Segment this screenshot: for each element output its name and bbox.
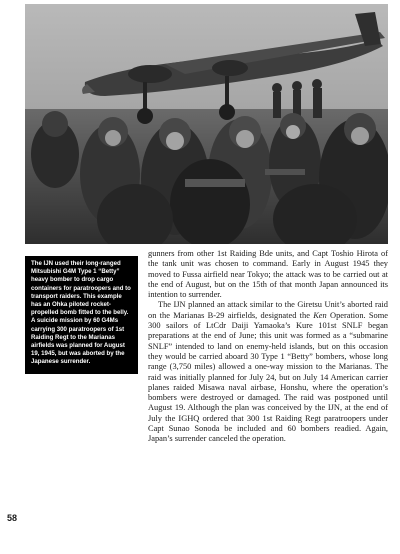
paragraph: [148, 300, 388, 444]
paragraph-text: gunners from other 1st Raiding Bde units, and Capt Toshio Hirota of the tank unit was chosen to command. Early in August 1945 they moved to Fussa airfield near Tokyo; the attack was to be carried out at the end of August, but on the 15th of that month Japan announced its intention to surrender.: [148, 249, 388, 300]
photo-caption: [25, 256, 138, 374]
page-number: 58: [7, 513, 18, 523]
archival-photo: [25, 4, 388, 244]
paragraph-text: Operation. Some 300 sailors of LtCdr Daiji Yamaoka’s Kure 101st SNLF began preparations at the end of June; this unit was formed as a “submarine SNLF” intended to land on enemy-held islands, but on this occasion they would be carried aboard 30 Type 1 “Betty” bombers, whose long range (3,750 miles) allowed a one-way mission to the Marianas. The raid was initially planned for July 24, but on July 14 American carrier planes raided Misawa naval airbase, Honshu, where the operation’s bombers were destroyed or damaged. The raid was postponed until August 19. Although the plan was conceived by the IJN, at the end of July the IGHQ ordered that 300 1st Raiding Regt paratroopers under Capt Sunao Sonoda be included and 60 bombers readied. Again, Japan’s surrender canceled the operation.: [148, 310, 388, 444]
body-text: [148, 249, 388, 445]
operation-name: Ken: [313, 310, 327, 320]
caption-text: The IJN used their long-ranged Mitsubishi G4M Type 1 “Betty” heavy bomber to drop cargo containers for paratroopers and to transport raiders. This example has an Ohka piloted rocket-propelled bomb fitted to the belly. A suicide mission by 60 G4Ms carrying 300 paratroopers of 1st Raiding Regt to the Marianas airfields was planned for August 19, 1945, but was aborted by the Japanese surrender.: [31, 260, 131, 366]
background-figures: [272, 79, 322, 118]
paragraph: [148, 249, 388, 300]
photo-paratroopers-and-bomber: [25, 4, 388, 244]
paragraph-text: The IJN planned an attack similar to the Giretsu Unit’s aborted raid on the Marianas B-29 airfields, designated the: [148, 300, 388, 320]
